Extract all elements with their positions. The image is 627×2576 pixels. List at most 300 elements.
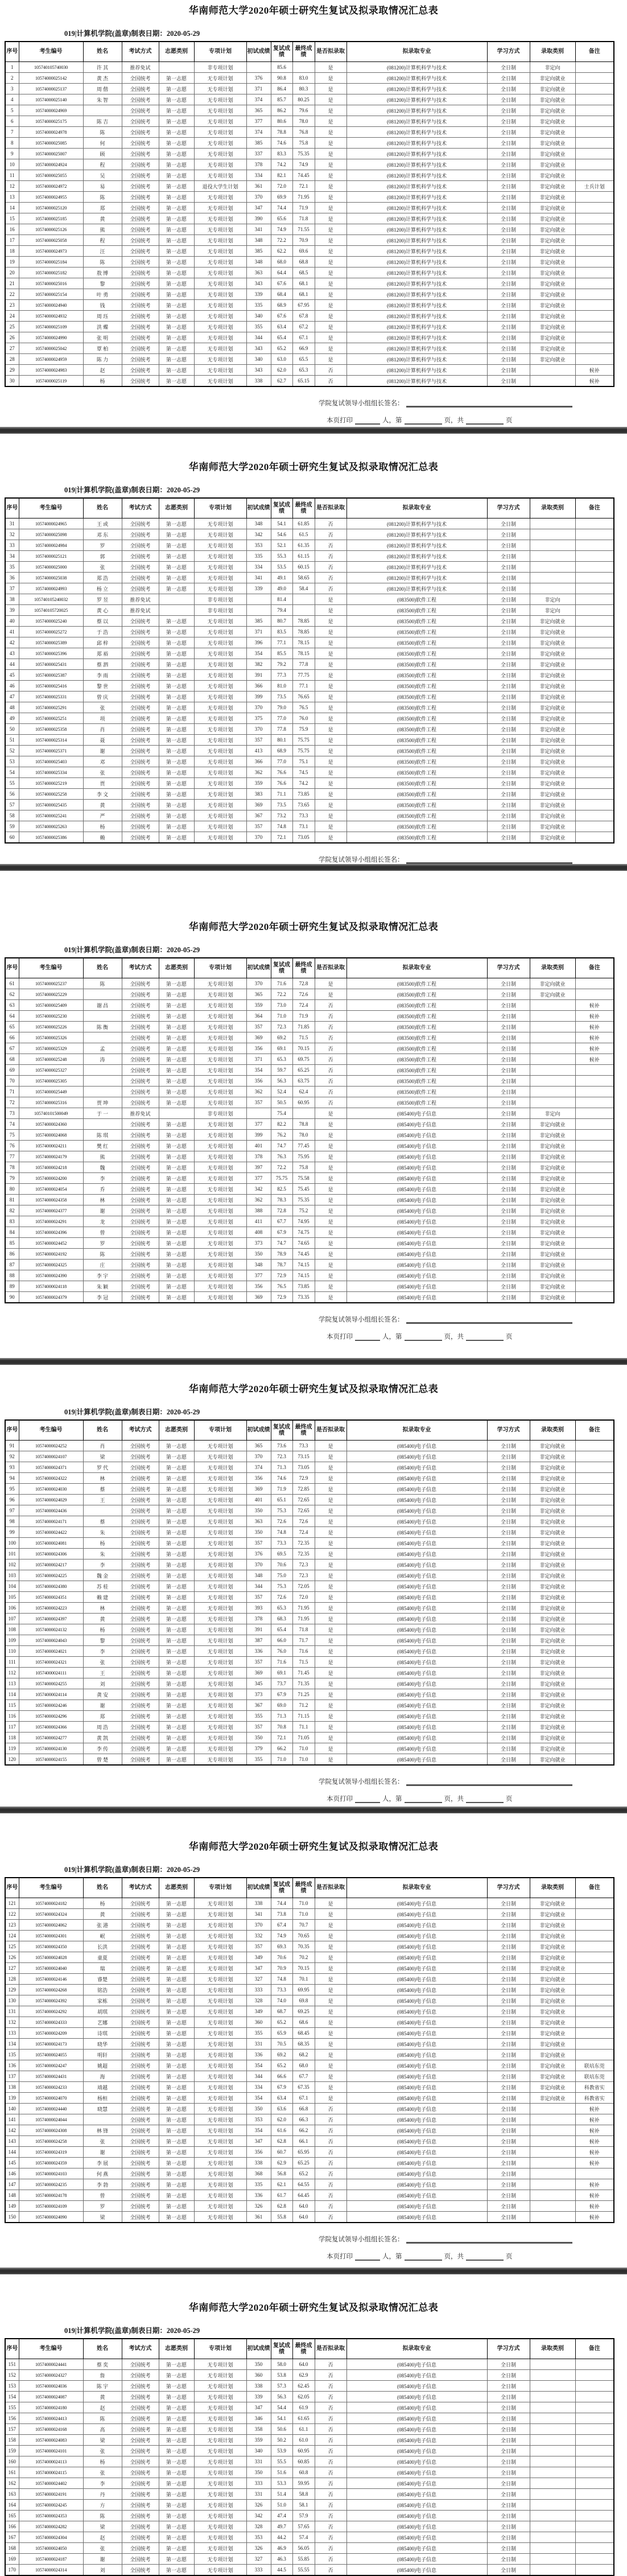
cell-note: 联培东莞 <box>575 2071 614 2082</box>
cell-category <box>530 2370 575 2381</box>
cell-special-plan: 无专项计划 <box>194 821 246 832</box>
column-header-candidate-id: 考生编号 <box>19 42 83 62</box>
cell-retest-score: 65.4 <box>271 332 292 343</box>
cell-special-plan: 无专项计划 <box>194 551 246 562</box>
cell-category: 非定向就业 <box>530 1952 575 1963</box>
cell-note <box>575 1281 614 1292</box>
cell-index: 78 <box>5 1162 19 1173</box>
column-header-choice-type: 志愿类别 <box>159 1420 194 1441</box>
cell-choice-type: 第一志愿 <box>159 1249 194 1260</box>
cell-admitted: 否 <box>315 2392 346 2402</box>
cell-study-mode: 全日制 <box>487 1270 530 1281</box>
cell-admitted: 是 <box>315 832 346 843</box>
cell-initial-score: 365 <box>246 989 271 1000</box>
cell-index: 133 <box>5 2028 19 2039</box>
cell-special-plan: 无专项计划 <box>194 365 246 376</box>
table-row <box>5 1260 614 1270</box>
cell-category: 非定向就业 <box>530 821 575 832</box>
table-row <box>5 1743 614 1754</box>
cell-study-mode: 全日制 <box>487 2158 530 2168</box>
cell-exam-type: 全国统考 <box>122 1119 159 1130</box>
cell-major: (083500)软件工程 <box>346 746 487 756</box>
table-row <box>5 1559 614 1570</box>
cell-note: 候补 <box>575 2212 614 2223</box>
cell-choice-type: 第一志愿 <box>159 1043 194 1054</box>
cell-note <box>575 1678 614 1689</box>
cell-special-plan: 无专项计划 <box>194 354 246 365</box>
cell-choice-type: 第一志愿 <box>159 149 194 159</box>
cell-study-mode: 全日制 <box>487 583 530 594</box>
page-no-blank <box>405 1332 442 1341</box>
cell-retest-score: 62.2 <box>271 246 292 257</box>
cell-name: 程 <box>83 159 122 170</box>
cell-index: 88 <box>5 1270 19 1281</box>
cell-final-score: 72.4 <box>292 1527 315 1538</box>
cell-index: 109 <box>5 1635 19 1646</box>
cell-choice-type: 第一志愿 <box>159 616 194 627</box>
cell-special-plan: 无专项计划 <box>194 2179 246 2190</box>
cell-major: (083500)软件工程 <box>346 616 487 627</box>
cell-candidate-id: 10574000024993 <box>19 583 83 594</box>
cell-admitted: 是 <box>315 1538 346 1549</box>
table-row <box>5 1909 614 1920</box>
cell-initial-score: 361 <box>246 2212 271 2223</box>
cell-final-score: 72.1 <box>292 181 315 192</box>
cell-candidate-id: 10574000024168 <box>19 2424 83 2435</box>
cell-initial-score: 347 <box>246 1963 271 1974</box>
table-row <box>5 1270 614 1281</box>
cell-candidate-id: 10574000024081 <box>19 1538 83 1549</box>
cell-note <box>575 343 614 354</box>
cell-candidate-id: 10574000025119 <box>19 376 83 387</box>
cell-final-score: 75.8 <box>292 138 315 149</box>
cell-study-mode: 全日制 <box>487 1963 530 1974</box>
cell-exam-type: 全国统考 <box>122 1678 159 1689</box>
cell-admitted: 是 <box>315 84 346 94</box>
cell-category: 非定向就业 <box>530 1527 575 1538</box>
cell-final-score: 65.2 <box>292 2168 315 2179</box>
cell-note <box>575 1570 614 1581</box>
cell-admitted: 是 <box>315 1451 346 1462</box>
cell-major: (083500)软件工程 <box>346 978 487 989</box>
cell-final-score: 74.75 <box>292 1227 315 1238</box>
cell-study-mode: 全日制 <box>487 1635 530 1646</box>
cell-candidate-id: 10574000025098 <box>19 529 83 540</box>
cell-candidate-id: 10574000024296 <box>19 1711 83 1722</box>
cell-exam-type: 全国统考 <box>122 767 159 778</box>
cell-initial-score: 347 <box>246 2402 271 2413</box>
cell-category: 非定向就业 <box>530 1614 575 1624</box>
cell-note <box>575 562 614 573</box>
cell-major: (081200)计算机科学与技术 <box>346 332 487 343</box>
cell-category: 非定向就业 <box>530 354 575 365</box>
cell-study-mode: 全日制 <box>487 1173 530 1184</box>
cell-initial-score: 333 <box>246 2565 271 2576</box>
cell-exam-type: 全国统考 <box>122 1711 159 1722</box>
cell-index: 90 <box>5 1292 19 1303</box>
cell-candidate-id: 10574000024397 <box>19 1614 83 1624</box>
cell-name: 魏 <box>83 1162 122 1173</box>
cell-category: 非定向就业 <box>530 289 575 300</box>
cell-category: 非定向就业 <box>530 702 575 713</box>
signature-blank <box>406 398 572 408</box>
cell-exam-type: 全国统考 <box>122 2424 159 2435</box>
cell-candidate-id: 10574000025258 <box>19 789 83 800</box>
cell-note: 候补 <box>575 2179 614 2190</box>
cell-admitted: 是 <box>315 311 346 322</box>
cell-final-score: 72.8 <box>292 978 315 989</box>
cell-category <box>530 562 575 573</box>
column-header-index: 序号 <box>5 1878 19 1898</box>
cell-final-score <box>292 62 315 73</box>
cell-note <box>575 2370 614 2381</box>
cell-major: (081200)计算机科学与技术 <box>346 540 487 551</box>
cell-admitted: 否 <box>315 2370 346 2381</box>
cell-retest-score: 54.1 <box>271 2413 292 2424</box>
cell-initial-score: 328 <box>246 1995 271 2006</box>
cell-candidate-id: 10574000024245 <box>19 2500 83 2511</box>
cell-special-plan: 无专项计划 <box>194 2039 246 2050</box>
cell-exam-type: 全国统考 <box>122 832 159 843</box>
table-row <box>5 756 614 767</box>
cell-special-plan: 无专项计划 <box>194 224 246 235</box>
cell-study-mode: 全日制 <box>487 2521 530 2532</box>
table-row <box>5 746 614 756</box>
cell-name: 李 <box>83 2478 122 2489</box>
cell-category: 非定向就业 <box>530 1635 575 1646</box>
cell-note <box>575 1184 614 1195</box>
cell-exam-type: 全国统考 <box>122 2028 159 2039</box>
cell-study-mode: 全日制 <box>487 1119 530 1130</box>
cell-final-score: 65.15 <box>292 376 315 387</box>
cell-retest-score: 56.3 <box>271 2392 292 2402</box>
cell-note <box>575 1592 614 1603</box>
cell-retest-score: 76.5 <box>271 1281 292 1292</box>
table-row <box>5 583 614 594</box>
cell-choice-type: 第一志愿 <box>159 1227 194 1238</box>
cell-final-score: 62.05 <box>292 2392 315 2402</box>
cell-special-plan: 无专项计划 <box>194 116 246 127</box>
cell-retest-score: 58.0 <box>271 2359 292 2370</box>
column-header-note: 备注 <box>575 1878 614 1898</box>
table-row <box>5 1097 614 1108</box>
cell-index: 36 <box>5 573 19 583</box>
cell-choice-type: 第一志愿 <box>159 2006 194 2017</box>
cell-admitted: 否 <box>315 2435 346 2446</box>
cell-exam-type: 全国统考 <box>122 1184 159 1195</box>
cell-study-mode: 全日制 <box>487 1195 530 1205</box>
cell-name: 谢 <box>83 2554 122 2565</box>
cell-name: 赵 <box>83 2532 122 2543</box>
cell-special-plan: 无专项计划 <box>194 1527 246 1538</box>
cell-name: 王 或 <box>83 519 122 529</box>
cell-admitted: 否 <box>315 2179 346 2190</box>
cell-candidate-id: 10574000024246 <box>19 1700 83 1711</box>
cell-final-score: 66.2 <box>292 2125 315 2136</box>
cell-retest-score: 75.75 <box>271 1173 292 1184</box>
cell-study-mode: 全日制 <box>487 702 530 713</box>
cell-final-score: 75.95 <box>292 1151 315 1162</box>
cell-note <box>575 1733 614 1743</box>
cell-admitted: 否 <box>315 1087 346 1097</box>
column-header-retest-score: 复试成绩 <box>271 958 292 978</box>
cell-admitted: 是 <box>315 94 346 105</box>
cell-exam-type: 全国统考 <box>122 2006 159 2017</box>
cell-note <box>575 2478 614 2489</box>
cell-final-score: 71.55 <box>292 224 315 235</box>
table-row <box>5 2136 614 2147</box>
cell-special-plan: 非专项计划 <box>194 1108 246 1119</box>
cell-study-mode: 全日制 <box>487 1952 530 1963</box>
cell-note <box>575 2381 614 2392</box>
page-footer <box>319 1315 627 1341</box>
cell-note <box>575 605 614 616</box>
cell-major: (083500)软件工程 <box>346 767 487 778</box>
column-header-category: 录取类别 <box>530 1420 575 1441</box>
cell-admitted: 是 <box>315 322 346 332</box>
cell-special-plan: 无专项计划 <box>194 170 246 181</box>
cell-initial-score: 393 <box>246 1603 271 1614</box>
cell-category <box>530 583 575 594</box>
cell-retest-score: 78.3 <box>271 1195 292 1205</box>
table-row <box>5 1570 614 1581</box>
cell-final-score: 78.8 <box>292 1119 315 1130</box>
cell-major: (085400)电子信息 <box>346 1754 487 1766</box>
cell-initial-score: 326 <box>246 2500 271 2511</box>
cell-final-score: 70.65 <box>292 1931 315 1941</box>
print-label: 本页打印 <box>327 417 353 424</box>
cell-exam-type: 全国统考 <box>122 105 159 116</box>
cell-admitted: 否 <box>315 2424 346 2435</box>
cell-major: (085400)电子信息 <box>346 2028 487 2039</box>
cell-category <box>530 2104 575 2114</box>
table-row <box>5 1484 614 1495</box>
cell-name: 黎 世 <box>83 681 122 692</box>
cell-category: 非定向就业 <box>530 681 575 692</box>
cell-admitted: 是 <box>315 343 346 354</box>
cell-major: (081200)计算机科学与技术 <box>346 289 487 300</box>
cell-retest-score: 71.3 <box>271 1711 292 1722</box>
cell-special-plan: 无专项计划 <box>194 1985 246 1995</box>
cell-special-plan: 无专项计划 <box>194 235 246 246</box>
cell-candidate-id: 10574000024969 <box>19 105 83 116</box>
cell-study-mode: 全日制 <box>487 1076 530 1087</box>
unit-page: 页，共 <box>444 1796 464 1803</box>
cell-initial-score: 391 <box>246 670 271 681</box>
cell-special-plan: 无专项计划 <box>194 1238 246 1249</box>
cell-admitted: 是 <box>315 246 346 257</box>
cell-final-score: 71.85 <box>292 1022 315 1032</box>
cell-retest-score: 55.5 <box>271 2456 292 2467</box>
cell-note <box>575 2017 614 2028</box>
cell-category: 非定向就业 <box>530 1592 575 1603</box>
cell-index: 1 <box>5 62 19 73</box>
cell-major: (081200)计算机科学与技术 <box>346 268 487 278</box>
cell-index: 121 <box>5 1898 19 1909</box>
column-header-choice-type: 志愿类别 <box>159 958 194 978</box>
cell-admitted: 是 <box>315 1462 346 1473</box>
cell-choice-type: 第一志愿 <box>159 2071 194 2082</box>
cell-final-score: 56.05 <box>292 2543 315 2554</box>
cell-study-mode: 全日制 <box>487 192 530 203</box>
table-row <box>5 1952 614 1963</box>
cell-retest-score: 79.4 <box>271 605 292 616</box>
cell-index: 108 <box>5 1624 19 1635</box>
cell-exam-type: 全国统考 <box>122 1657 159 1668</box>
cell-admitted: 是 <box>315 1570 346 1581</box>
cell-special-plan: 无专项计划 <box>194 127 246 138</box>
cell-final-score: 64.55 <box>292 2179 315 2190</box>
cell-category: 非定向就业 <box>530 659 575 670</box>
cell-retest-score: 55.8 <box>271 2212 292 2223</box>
cell-admitted: 是 <box>315 1173 346 1184</box>
page-separator <box>0 1358 627 1365</box>
cell-major: (081200)计算机科学与技术 <box>346 376 487 387</box>
cell-study-mode: 全日制 <box>487 2359 530 2370</box>
cell-initial-score: 357 <box>246 735 271 746</box>
cell-special-plan: 无专项计划 <box>194 1722 246 1733</box>
cell-retest-score: 82.2 <box>271 1119 292 1130</box>
cell-retest-score: 80.7 <box>271 616 292 627</box>
cell-index: 32 <box>5 529 19 540</box>
cell-final-score: 69.8 <box>292 1995 315 2006</box>
cell-choice-type: 第一志愿 <box>159 1270 194 1281</box>
cell-major: (083500)软件工程 <box>346 800 487 810</box>
cell-final-score: 70.15 <box>292 1963 315 1974</box>
cell-candidate-id: 105740105240032 <box>19 594 83 605</box>
cell-note <box>575 2489 614 2500</box>
cell-major: (081200)计算机科学与技术 <box>346 322 487 332</box>
cell-initial-score: 334 <box>246 170 271 181</box>
table-row <box>5 2424 614 2435</box>
column-header-index: 序号 <box>5 498 19 519</box>
cell-category <box>530 2543 575 2554</box>
cell-special-plan: 无专项计划 <box>194 73 246 84</box>
cell-exam-type: 全国统考 <box>122 149 159 159</box>
cell-initial-score: 350 <box>246 1527 271 1538</box>
admission-table <box>5 957 614 1303</box>
column-header-category: 录取类别 <box>530 958 575 978</box>
table-row <box>5 62 614 73</box>
cell-retest-score: 75.4 <box>271 1108 292 1119</box>
cell-candidate-id: 10574000024940 <box>19 300 83 311</box>
cell-name: 杨 <box>83 821 122 832</box>
page-no-blank <box>405 1795 442 1803</box>
cell-major: (083500)软件工程 <box>346 713 487 724</box>
cell-study-mode: 全日制 <box>487 2381 530 2392</box>
cell-retest-score: 62.1 <box>271 2179 292 2190</box>
cell-final-score: 65.25 <box>292 2158 315 2168</box>
cell-name: 李 <box>83 1646 122 1657</box>
cell-initial-score: 337 <box>246 149 271 159</box>
cell-name: 梁 <box>83 2435 122 2446</box>
cell-category: 非定向就业 <box>530 181 575 192</box>
cell-name: 谢 <box>83 746 122 756</box>
cell-candidate-id: 10574000024258 <box>19 2136 83 2147</box>
cell-category: 非定向就业 <box>530 149 575 159</box>
cell-category: 非定向就业 <box>530 192 575 203</box>
cell-note: 候补 <box>575 376 614 387</box>
cell-candidate-id: 10574000025240 <box>19 616 83 627</box>
cell-candidate-id: 10574000024114 <box>19 1689 83 1700</box>
table-row <box>5 1451 614 1462</box>
cell-choice-type: 第一志愿 <box>159 73 194 84</box>
cell-admitted: 是 <box>315 778 346 789</box>
cell-choice-type: 第一志愿 <box>159 821 194 832</box>
cell-major: (085400)电子信息 <box>346 1238 487 1249</box>
cell-retest-score: 67.6 <box>271 278 292 289</box>
cell-special-plan: 无专项计划 <box>194 2359 246 2370</box>
table-row <box>5 1711 614 1722</box>
table-row <box>5 116 614 127</box>
cell-special-plan: 无专项计划 <box>194 2050 246 2060</box>
cell-admitted: 是 <box>315 810 346 821</box>
cell-candidate-id: 10574000024924 <box>19 159 83 170</box>
cell-final-score: 71.8 <box>292 1624 315 1635</box>
cell-special-plan: 无专项计划 <box>194 1451 246 1462</box>
cell-study-mode: 全日制 <box>487 767 530 778</box>
cell-category <box>530 2456 575 2467</box>
cell-major: (081200)计算机科学与技术 <box>346 257 487 268</box>
cell-admitted: 否 <box>315 551 346 562</box>
cell-exam-type: 全国统考 <box>122 1173 159 1184</box>
cell-category: 非定向就业 <box>530 800 575 810</box>
cell-category: 非定向就业 <box>530 1249 575 1260</box>
page-total-blank <box>466 1795 504 1803</box>
cell-retest-score: 71.0 <box>271 1011 292 1022</box>
cell-index: 142 <box>5 2125 19 2136</box>
cell-initial-score: 391 <box>246 1624 271 1635</box>
cell-exam-type: 全国统考 <box>122 2125 159 2136</box>
cell-initial-score: 328 <box>246 2521 271 2532</box>
cell-name: 杨 <box>83 376 122 387</box>
cell-name: 邓 <box>83 756 122 767</box>
cell-index: 33 <box>5 540 19 551</box>
cell-note <box>575 1130 614 1141</box>
cell-name: 李 雨 <box>83 670 122 681</box>
cell-candidate-id: 10574000025314 <box>19 735 83 746</box>
cell-choice-type: 第一志愿 <box>159 1281 194 1292</box>
cell-index: 105 <box>5 1592 19 1603</box>
cell-retest-score: 72.6 <box>271 1592 292 1603</box>
cell-initial-score: 345 <box>246 1678 271 1689</box>
cell-admitted: 是 <box>315 1162 346 1173</box>
table-row <box>5 681 614 692</box>
cell-index: 101 <box>5 1549 19 1559</box>
table-row <box>5 724 614 735</box>
cell-name: 李 文 <box>83 789 122 800</box>
cell-retest-score: 62.8 <box>271 2201 292 2212</box>
cell-note: 候补 <box>575 1022 614 1032</box>
cell-choice-type: 第一志愿 <box>159 800 194 810</box>
unit-page: 页，共 <box>444 417 464 424</box>
cell-retest-score: 71.3 <box>271 1462 292 1473</box>
cell-candidate-id: 10574000024200 <box>19 1173 83 1184</box>
cell-index: 165 <box>5 2511 19 2521</box>
cell-admitted: 是 <box>315 235 346 246</box>
cell-index: 150 <box>5 2212 19 2223</box>
cell-note <box>575 659 614 670</box>
cell-special-plan: 无专项计划 <box>194 84 246 94</box>
cell-note <box>575 1141 614 1151</box>
cell-candidate-id: 10574000024291 <box>19 1216 83 1227</box>
cell-admitted: 否 <box>315 2478 346 2489</box>
cell-note <box>575 832 614 843</box>
cell-study-mode: 全日制 <box>487 1097 530 1108</box>
cell-admitted: 是 <box>315 278 346 289</box>
cell-final-score: 77.1 <box>292 681 315 692</box>
cell-index: 46 <box>5 681 19 692</box>
